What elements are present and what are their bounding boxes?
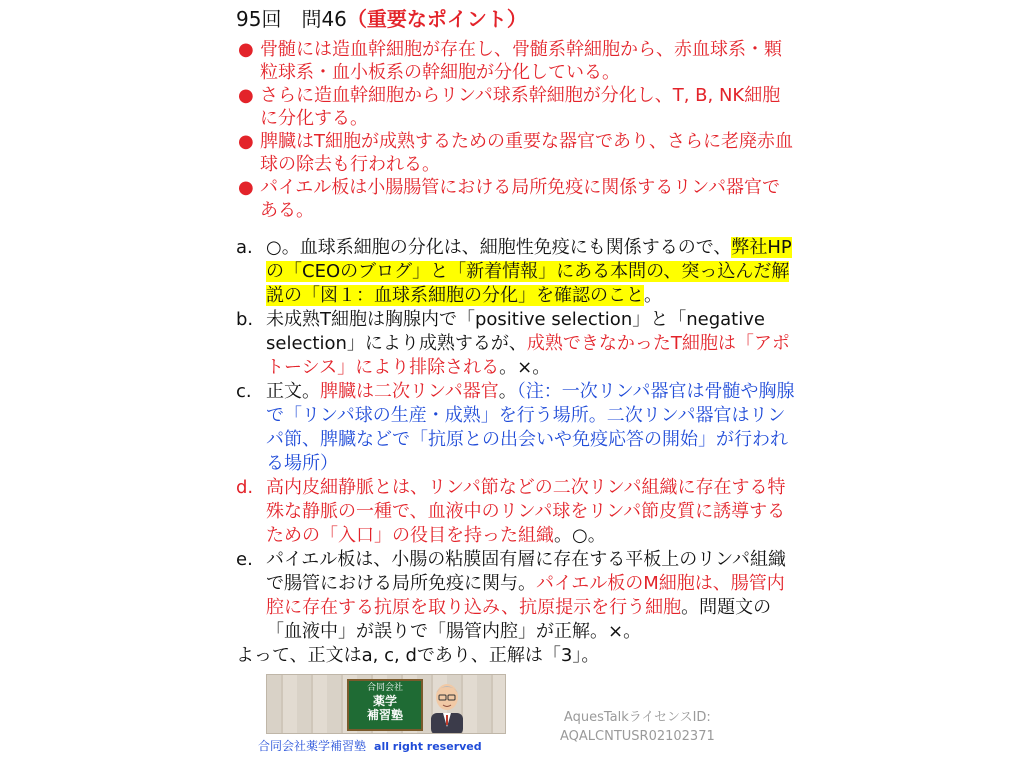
answer-text: ○。血球系細胞の分化は、細胞性免疫にも関係するので、 [266,237,732,258]
key-point-text: さらに造血幹細胞からリンパ球系幹細胞が分化し、T, B, NK細胞に分化する。 [260,85,781,129]
answer-end: 。 [498,381,517,402]
answer-e [236,548,802,644]
answer-d [236,476,802,548]
answer-text: 正文。 [266,381,320,402]
teacher-avatar-icon [425,679,469,734]
answer-a [236,236,802,308]
blackboard-sign [347,679,423,731]
rights-text: all right reserved [374,740,482,753]
answer-text: パイエル板は、小腸の粘膜固有層に存在する平板上のリンパ組織で腸管における局所免疫に関与。 [266,549,787,594]
key-points-list [236,38,796,222]
answer-end: 。 [644,285,662,306]
answer-end: 。問題文の「血液中」が誤りで「腸管内腔」が正解。×。 [266,597,772,642]
key-point-text: パイエル板は小腸腸管における局所免疫に関係するリンパ器官である。 [260,177,781,221]
answer-text: 未成熟T細胞は胸腺内で「positive selection」と「negative selection」により成熟するが、 [266,309,765,354]
logo-line-2: 補習塾 [366,708,403,722]
key-point-text: 脾臓はT細胞が成熟するための重要な器官であり、さらに老廃赤血球の除去も行われる。 [260,131,793,175]
answer-label: e. [236,549,253,570]
key-point-text: 骨髄には造血幹細胞が存在し、骨髄系幹細胞から、赤血球系・顆粒球系・血小板系の幹細胞が分化している。 [260,39,782,83]
key-point [236,176,796,222]
logo-line-1: 薬学 [372,694,397,708]
answer-label: d. [236,477,254,498]
answer-end: 。○。 [554,525,606,546]
answer-explanations [236,236,802,668]
answer-label: c. [236,381,252,402]
answer-red-text: 脾臓は二次リンパ器官 [320,381,499,402]
answer-c [236,380,802,476]
answer-red-text: パイエル板のM細胞は、腸管内腔に存在する抗原を取り込み、抗原提示を行う細胞 [266,573,785,618]
answer-end: 。×。 [499,357,551,378]
bullet-dot-icon: ● [238,131,254,152]
title-accent: （重要なポイント） [346,7,527,31]
answer-label: b. [236,309,254,330]
bullet-dot-icon: ● [238,85,254,106]
key-point [236,38,796,84]
company-name: 合同会社薬学補習塾 [258,739,367,753]
bullet-dot-icon: ● [238,177,254,198]
key-point [236,130,796,176]
logo-small-text: 合同会社 [366,683,403,693]
answer-blue-note: （注：一次リンパ器官は骨髄や胸腺で「リンパ球の生産・成熟」を行う場所。二次リンパ器官はリンパ節、脾臓などで「抗原との出会いや免疫応答の開始」が行われる場所） [266,381,795,474]
company-logo [266,674,506,734]
key-point [236,84,796,130]
answer-red-text: 成熟できなかったT細胞は「アポトーシス」により排除される [266,333,790,378]
answer-label: a. [236,237,253,258]
slide-title [236,6,527,32]
answer-red-text: 高内皮細静脈とは、リンパ節などの二次リンパ組織に存在する特殊な静脈の一種で、血液中のリンパ球をリンパ節皮質に誘導するための「入口」の役目を持った組織 [266,477,786,546]
license-line-2: AQALCNTUSR02102371 [560,729,715,744]
answer-b [236,308,802,380]
license-line-1: AquesTalkライセンスID: [563,710,711,725]
copyright-footer [258,738,482,755]
title-main: 95回 問46 [236,7,347,31]
highlighted-note: 弊社HPの「CEOのブログ」と「新着情報」にある本問の、突っ込んだ解説の「図１：血球系細胞の分化」を確認のこと [266,237,792,306]
license-info [560,708,715,746]
conclusion: よって、正文はa, c, dであり、正解は「3」。 [236,645,600,666]
bullet-dot-icon: ● [238,39,254,60]
